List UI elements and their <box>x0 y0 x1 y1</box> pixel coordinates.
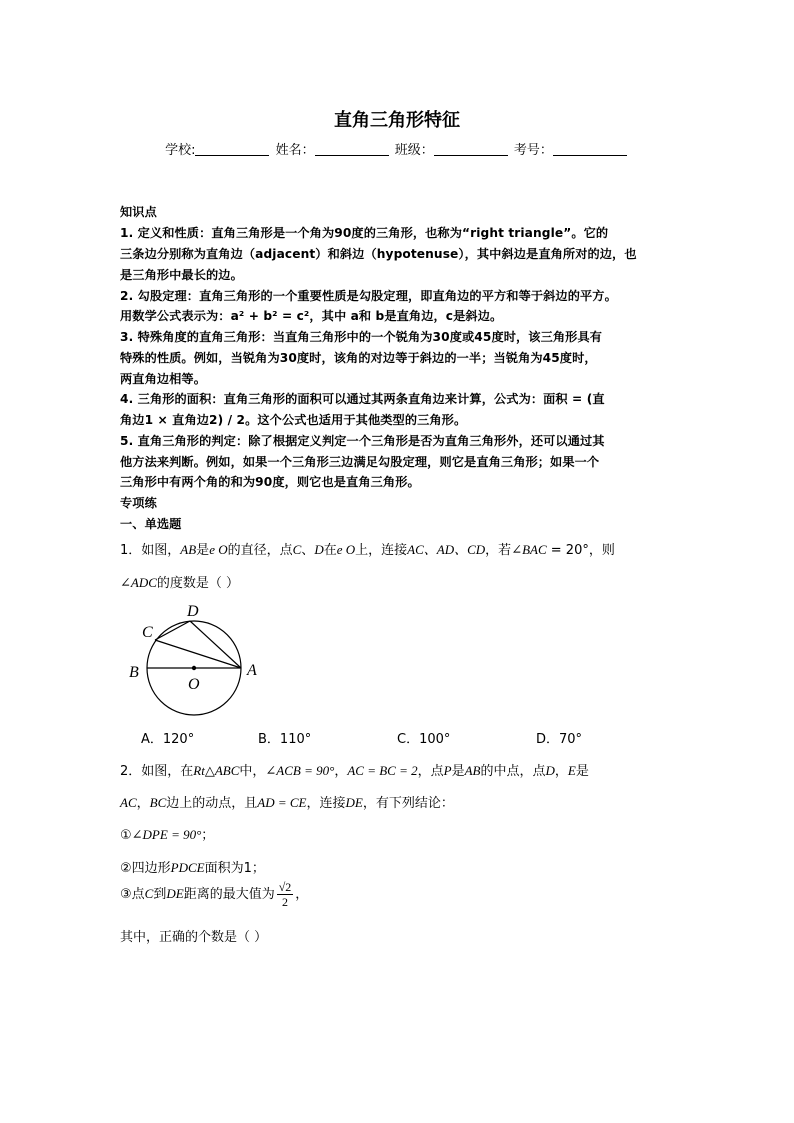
q2-math: C <box>144 886 154 901</box>
q1-math: AB <box>180 542 197 557</box>
q1-option-d[interactable]: D．70° <box>536 732 583 747</box>
q2-math: DE <box>345 795 363 810</box>
q2-text: ，连接 <box>306 796 346 811</box>
q1-math: ∠BAC <box>511 542 547 557</box>
school-blank[interactable] <box>195 143 269 156</box>
knowledge-line: 1. 定义和性质：直角三角形是一个角为90度的三角形，也称为“right triangle”。它的 <box>120 226 609 240</box>
q1-option-b[interactable]: B．110° <box>258 732 312 747</box>
segment-ad <box>190 621 241 668</box>
number-blank[interactable] <box>553 143 627 156</box>
q1-text: 是 <box>196 543 210 558</box>
knowledge-heading: 知识点 <box>120 205 157 219</box>
q2-line2 <box>120 792 454 811</box>
q1-math: C <box>292 542 302 557</box>
q2-text: 的中点，点 <box>480 764 546 779</box>
knowledge-line: 3. 特殊角度的直角三角形：当直角三角形中的一个锐角为30度或45度时，该三角形具有 <box>120 330 603 344</box>
page-title: 直角三角形特征 <box>334 110 460 131</box>
q2-math: AD = CE <box>257 795 307 810</box>
q2-last-line: 其中，正确的个数是（ ） <box>120 930 268 945</box>
label-a: A <box>247 662 257 679</box>
q2-text: 2．如图，在 <box>120 764 194 779</box>
name-blank[interactable] <box>315 143 389 156</box>
q2-text: ，有下列结论： <box>362 796 454 811</box>
label-d: D <box>187 603 199 620</box>
practice-heading: 专项练 <box>120 496 157 510</box>
knowledge-line: 三条边分别称为直角边（adjacent）和斜边（hypotenuse），其中斜边是直角所对的边，也 <box>120 247 637 261</box>
section-heading: 一、单选题 <box>120 517 182 531</box>
q2-math: Rt△ABC <box>193 763 240 778</box>
knowledge-line: 三角形中有两个角的和为90度，则它也是直角三角形。 <box>120 475 420 489</box>
q2-math: P <box>443 763 452 778</box>
knowledge-line: 2. 勾股定理：直角三角形的一个重要性质是勾股定理，即直角边的平方和等于斜边的平方。 <box>120 289 617 303</box>
q2-text: 是 <box>451 764 465 779</box>
q2-math: AC = BC = 2 <box>347 763 418 778</box>
q2-math: PDCE <box>170 860 205 875</box>
q2-text: 面积为1； <box>204 861 265 876</box>
class-label: 班级： <box>394 143 434 158</box>
label-o: O <box>188 676 200 693</box>
q1-text: 在 <box>323 543 337 558</box>
knowledge-line: 他方法来判断。例如，如果一个三角形三边满足勾股定理，则它是直角三角形；如果一个 <box>120 455 600 469</box>
q2-text: ， <box>295 887 309 902</box>
knowledge-line: 两直角边相等。 <box>120 372 207 386</box>
q1-option-a[interactable]: A．120° <box>141 732 195 747</box>
q2-math: AC <box>120 795 137 810</box>
knowledge-line: 角边1 × 直角边2) / 2。这个公式也适用于其他类型的三角形。 <box>120 413 467 427</box>
q2-text: 到 <box>153 887 167 902</box>
q2-text: ， <box>334 764 348 779</box>
q2-math: DE <box>166 886 184 901</box>
q2-text: ， <box>554 764 568 779</box>
q1-math: AC、AD、CD <box>407 542 486 557</box>
q1-text: 的直径，点 <box>227 543 293 558</box>
q1-line1 <box>120 539 615 558</box>
knowledge-line: 5. 直角三角形的判定：除了根据定义判定一个三角形是否为直角三角形外，还可以通过其 <box>120 434 605 448</box>
q1-text: 1．如图， <box>120 543 181 558</box>
class-blank[interactable] <box>434 143 508 156</box>
school-label: 学校: <box>165 143 196 158</box>
label-c: C <box>142 624 153 641</box>
q2-text: 是 <box>575 764 589 779</box>
q1-math: e O <box>209 542 228 557</box>
knowledge-line: 是三角形中最长的边。 <box>120 268 243 282</box>
q2-text: 边上的动点，且 <box>166 796 258 811</box>
segment-cd <box>155 621 190 640</box>
knowledge-line: 特殊的性质。例如，当锐角为30度时，该角的对边等于斜边的一半；当锐角为45度时， <box>120 351 597 365</box>
q2-text: 中， <box>239 764 266 779</box>
q2-math: E <box>567 763 576 778</box>
q2-math: AB <box>464 763 481 778</box>
q2-text: ； <box>201 828 215 843</box>
q2-text: ① <box>120 828 132 843</box>
q2-math: D <box>545 763 555 778</box>
q2-math: ∠DPE = 90° <box>131 827 202 842</box>
q2-math: BC <box>149 795 167 810</box>
q2-text: ， <box>136 796 150 811</box>
q2-math: ∠ACB = 90° <box>265 763 335 778</box>
q2-line1 <box>120 760 589 779</box>
q1-line2 <box>120 572 239 591</box>
name-label: 姓名： <box>275 143 315 158</box>
q1-math: ∠ADC <box>120 575 157 590</box>
label-b: B <box>129 664 139 681</box>
q2-text: ③点 <box>120 887 145 902</box>
q1-math: e O <box>336 542 356 557</box>
q1-math: D <box>314 542 324 557</box>
fraction <box>277 880 294 909</box>
segment-ac <box>155 640 241 668</box>
student-info-line <box>0 139 794 158</box>
fraction-denominator: 2 <box>282 895 288 909</box>
center-point <box>192 666 196 670</box>
q2-conclusion-1 <box>120 824 214 843</box>
q1-text: 上，连接 <box>355 543 408 558</box>
q1-text: = 20°，则 <box>546 543 615 558</box>
q1-option-c[interactable]: C．100° <box>397 732 451 747</box>
knowledge-line: 4. 三角形的面积：直角三角形的面积可以通过其两条直角边来计算，公式为：面积 = (直 <box>120 392 605 406</box>
knowledge-line: 用数学公式表示为：a² + b² = c²，其中 a和 b是直角边，c是斜边。 <box>120 309 503 323</box>
q2-conclusion-3 <box>120 880 308 909</box>
q1-text: 、 <box>301 543 315 558</box>
fraction-numerator: √2 <box>278 880 292 894</box>
q1-circle-figure <box>125 598 265 722</box>
q2-text: ②四边形 <box>120 861 171 876</box>
number-label: 考号： <box>513 143 553 158</box>
q2-conclusion-2 <box>120 857 265 876</box>
q1-text: ，若 <box>485 543 512 558</box>
q2-text: 距离的最大值为 <box>183 887 275 902</box>
q2-text: ，点 <box>417 764 444 779</box>
q1-text: 的度数是（ ） <box>156 576 240 591</box>
